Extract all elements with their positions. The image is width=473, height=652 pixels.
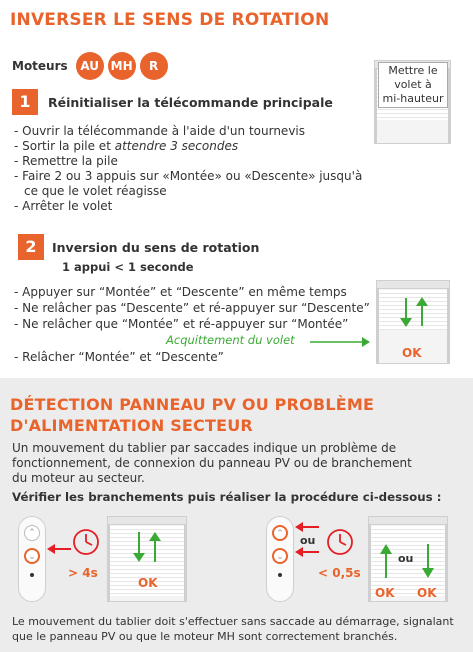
or-label-remote: ou	[300, 534, 316, 547]
list-item: - Relâcher “Montée” et “Descente”	[14, 350, 224, 364]
pv-instruction: Vérifier les branchements puis réaliser la procédure ci-dessous :	[12, 490, 442, 504]
pv-footer-text: Le mouvement du tablier doit s'effectuer sans saccade au démarrage, signalant que le panneau PV ou que le moteur MH sont correctement branchés.	[12, 615, 454, 643]
list-item: - Faire 2 ou 3 appuis sur «Montée» ou «Descente» jusqu'à	[14, 169, 363, 183]
ack-arrow-icon	[310, 336, 370, 348]
remote-right	[266, 516, 294, 602]
up-down-arrows-icon	[397, 296, 431, 328]
ok-label-right-2: OK	[417, 586, 437, 600]
step-2-subtitle: 1 appui < 1 seconde	[62, 260, 194, 274]
press-arrow-icon	[47, 543, 71, 555]
press-arrow-icon	[295, 546, 319, 558]
step-2-list-end	[14, 350, 224, 365]
list-item: - Ne relâcher que “Montée” et ré-appuyer sur “Montée”	[14, 317, 349, 331]
step-1-list	[14, 124, 362, 214]
down-button-icon: ⌄	[272, 548, 288, 564]
left-duration: > 4s	[68, 566, 98, 580]
motors-row	[12, 52, 168, 80]
step-1-title: Réinitialiser la télécommande principale	[48, 95, 333, 110]
list-item: - Ne relâcher pas “Descente” et ré-appuyer sur “Descente”	[14, 301, 370, 315]
section-title-rotation: INVERSER LE SENS DE ROTATION	[10, 10, 330, 30]
list-item: - Remettre la pile	[14, 154, 118, 168]
clock-icon	[326, 528, 354, 556]
step-2-title: Inversion du sens de rotation	[52, 240, 260, 255]
down-button-icon: ⌄	[24, 548, 40, 564]
step-2-list	[14, 284, 370, 332]
list-item: - Ouvrir la télécommande à l'aide d'un tournevis	[14, 124, 306, 138]
ok-label-step2: OK	[402, 346, 422, 360]
pv-intro-text: Un mouvement du tablier par saccades indique un problème de fonctionnement, de connexion du panneau PV ou de branchement du moteur au secteur.	[12, 441, 412, 485]
press-arrow-icon	[295, 521, 319, 533]
ok-label-left: OK	[138, 576, 158, 590]
up-button-icon: ⌃	[272, 525, 288, 541]
motors-label: Moteurs	[12, 59, 68, 73]
down-arrow-icon	[422, 544, 434, 578]
right-duration: < 0,5s	[318, 566, 361, 580]
section-title-pv: DÉTECTION PANNEAU PV OU PROBLÈME D'ALIMENTATION SECTEUR	[10, 395, 375, 435]
ok-label-right-1: OK	[375, 586, 395, 600]
or-label-shutter: ou	[398, 552, 414, 565]
up-down-arrows-icon	[130, 530, 164, 564]
list-item: - Sortir la pile et attendre 3 secondes	[14, 139, 239, 153]
badge-mh: MH	[108, 52, 136, 80]
up-button-icon: ⌃	[24, 525, 40, 541]
half-height-note: Mettre le volet à mi-hauteur	[378, 62, 448, 108]
remote-left	[18, 516, 46, 602]
emphasis-wait: attendre 3 secondes	[114, 139, 239, 153]
badge-r: R	[140, 52, 168, 80]
list-item: - Appuyer sur “Montée” et “Descente” en même temps	[14, 285, 347, 299]
clock-icon	[72, 528, 100, 556]
badge-au: AU	[76, 52, 104, 80]
list-item: - Arrêter le volet	[14, 199, 113, 213]
step-1-number: 1	[12, 89, 38, 115]
list-item: ce que le volet réagisse	[24, 184, 167, 198]
step-2-number: 2	[18, 234, 44, 260]
acknowledgement-label: Acquittement du volet	[166, 333, 295, 347]
up-arrow-icon	[380, 544, 392, 578]
